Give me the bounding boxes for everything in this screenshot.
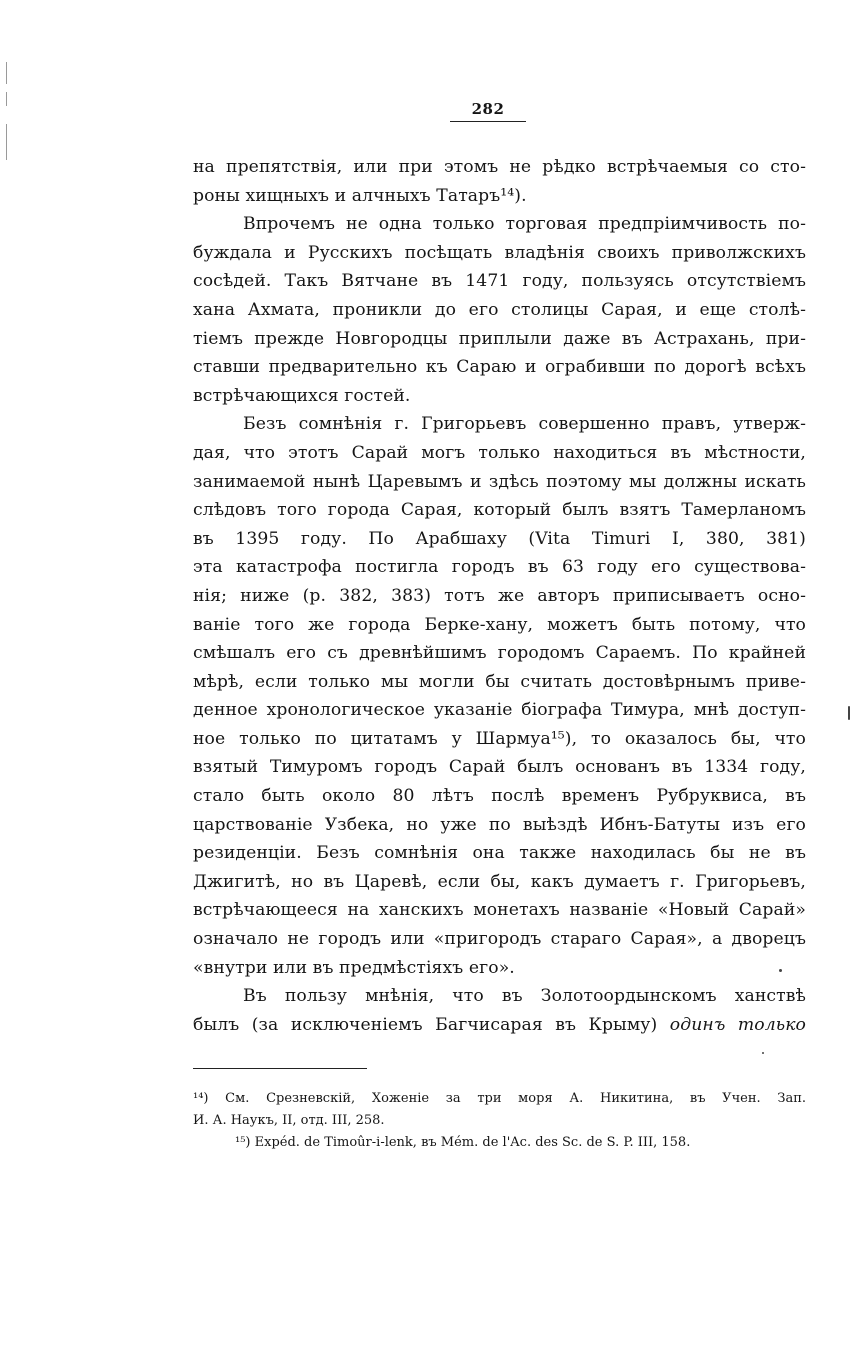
scan-margin-mark [6, 124, 7, 160]
footnotes [193, 1088, 806, 1154]
text-line: ставши предварительно къ Сараю и ограбивши по дорогѣ всѣхъ [193, 357, 806, 378]
text-line: слѣдовъ того города Сарая, который былъ взятъ Тамерланомъ [193, 500, 806, 521]
text-line: тіемъ прежде Новгородцы приплыли даже въ Астрахань, при- [193, 328, 806, 349]
text-line: царствованіе Узбека, но уже по выѣздѣ Ибнъ-Батуты изъ его [193, 814, 806, 835]
text-line: нія; ниже (р. 382, 383) тотъ же авторъ приписываетъ осно- [193, 585, 806, 606]
scan-margin-mark [6, 92, 7, 106]
text-line: Впрочемъ не одна только торговая предпріимчивость по- [243, 214, 806, 235]
scan-speck [779, 969, 782, 972]
text-line: буждала и Русскихъ посѣщать владѣнія своихъ приволжскихъ [193, 242, 806, 263]
footnote-line: ¹⁵) Expéd. de Timoûr-i-lenk, въ Mém. de l'Ac. des Sc. de S. P. III, 158. [235, 1135, 691, 1150]
text-line: на препятствія, или при этомъ не рѣдко встрѣчаемыя со сто- [193, 157, 806, 177]
text-line: ваніе того же города Берке-хану, можетъ быть потому, что [193, 614, 806, 635]
text-line: встрѣчающееся на ханскихъ монетахъ названіе «Новый Сарай» [193, 900, 806, 921]
text-line: Джигитѣ, но въ Царевѣ, если бы, какъ думаетъ г. Григорьевъ, [193, 871, 806, 892]
scan-margin-mark [6, 62, 7, 84]
text-line: стало быть около 80 лѣтъ послѣ временъ Рубруквиса, въ [193, 786, 806, 807]
footnote-line: ¹⁴) См. Срезневскій, Хоженіе за три моря А. Никитина, въ Учен. Зап. [193, 1091, 806, 1106]
text-line: эта катастрофа постигла городъ въ 63 году его существова- [193, 557, 806, 578]
text-line: «внутри или въ предмѣстіяхъ его». [193, 957, 515, 978]
text-line-start: былъ (за исключеніемъ Багчисарая въ Крыму) [193, 1014, 658, 1035]
page-number: 282 [471, 100, 505, 118]
italic-phrase: одинъ только [669, 1014, 806, 1035]
text-line: резиденціи. Безъ сомнѣнія она также находилась бы не въ [193, 843, 806, 864]
body-text [193, 153, 806, 1039]
footnote-rule [193, 1068, 367, 1069]
text-line: Въ пользу мнѣнія, что въ Золотоордынскомъ ханствѣ [243, 986, 806, 1007]
text-line: смѣшалъ его съ древнѣйшимъ городомъ Сараемъ. По крайней [193, 643, 806, 664]
scan-speck [848, 706, 850, 720]
text-line: въ 1395 году. По Арабшаху (Vita Timuri I, 380, 381) [193, 528, 806, 549]
text-line: сосѣдей. Такъ Вятчане въ 1471 году, пользуясь отсутствіемъ [193, 271, 806, 292]
text-line: Безъ сомнѣнія г. Григорьевъ совершенно правъ, утверж- [243, 414, 806, 435]
text-line: означало не городъ или «пригородъ стараго Сарая», а дворецъ [193, 929, 806, 950]
text-line: хана Ахмата, проникли до его столицы Сарая, и еще столѣ- [193, 299, 806, 320]
text-line: занимаемой нынѣ Царевымъ и здѣсь поэтому мы должны искать [193, 471, 806, 492]
text-line: роны хищныхъ и алчныхъ Татаръ¹⁴). [193, 185, 527, 206]
text-line: взятый Тимуромъ городъ Сарай былъ основанъ въ 1334 году, [193, 757, 806, 778]
text-line: ное только по цитатамъ у Шармуа¹⁵), то оказалось бы, что [193, 728, 806, 749]
footnote-line: И. А. Наукъ, II, отд. III, 258. [193, 1113, 385, 1128]
text-line: встрѣчающихся гостей. [193, 385, 411, 406]
text-line: дая, что этотъ Сарай могъ только находиться въ мѣстности, [193, 442, 806, 463]
scan-speck [762, 1052, 764, 1054]
text-line [193, 1011, 806, 1040]
text-line: денное хронологическое указаніе біографа Тимура, мнѣ доступ- [193, 700, 806, 721]
header-rule [450, 121, 526, 122]
text-line: мѣрѣ, если только мы могли бы считать достовѣрнымъ приве- [193, 671, 806, 692]
